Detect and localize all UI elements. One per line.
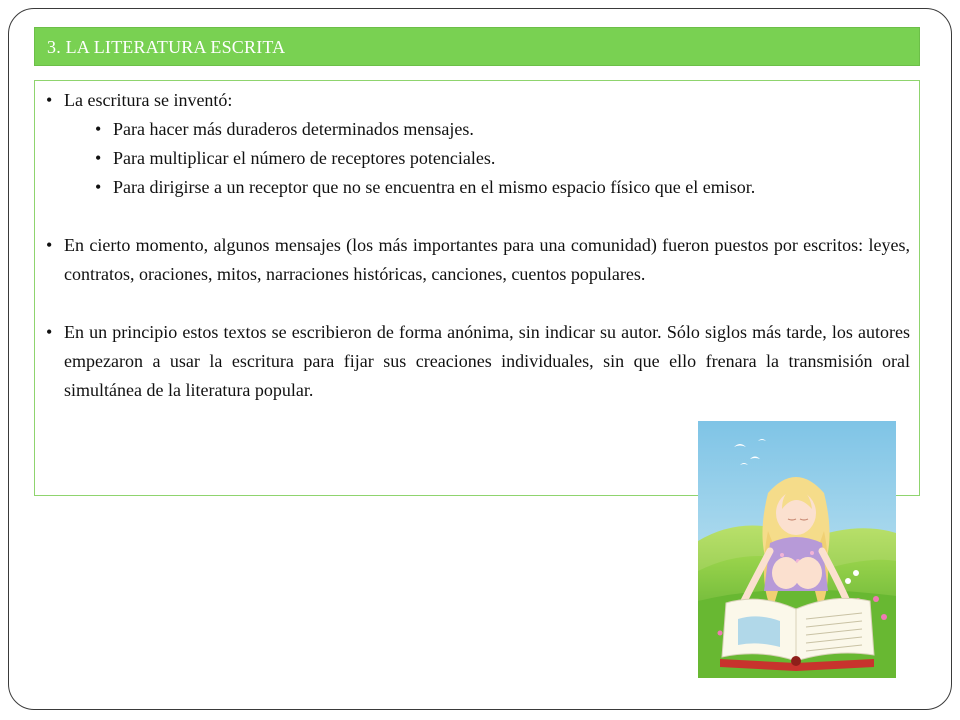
sub-bullet: • Para hacer más duraderos determinados mensajes. [46, 115, 910, 144]
bullet-intro: • La escritura se inventó: [46, 86, 910, 115]
slide-title: 3. LA LITERATURA ESCRITA [34, 27, 920, 66]
sub-bullet: • Para multiplicar el número de receptores potenciales. [46, 144, 910, 173]
bullet-paragraph: • En cierto momento, algunos mensajes (los más importantes para una comunidad) fueron puestos por escritos: leyes, contratos, oraciones, mitos, narraciones históricas, canciones, cuentos populares. [46, 231, 910, 289]
slide-content [46, 86, 910, 405]
sub-bullet: • Para dirigirse a un receptor que no se encuentra en el mismo espacio físico que el emisor. [46, 173, 910, 202]
girl-reading-book-illustration [698, 421, 896, 678]
bullet-paragraph: • En un principio estos textos se escribieron de forma anónima, sin indicar su autor. Sólo siglos más tarde, los autores empezaron a usar la escritura para fijar sus creaciones individuales, sin que ello frenara la transmisión oral simultánea de la literatura popular. [46, 318, 910, 405]
